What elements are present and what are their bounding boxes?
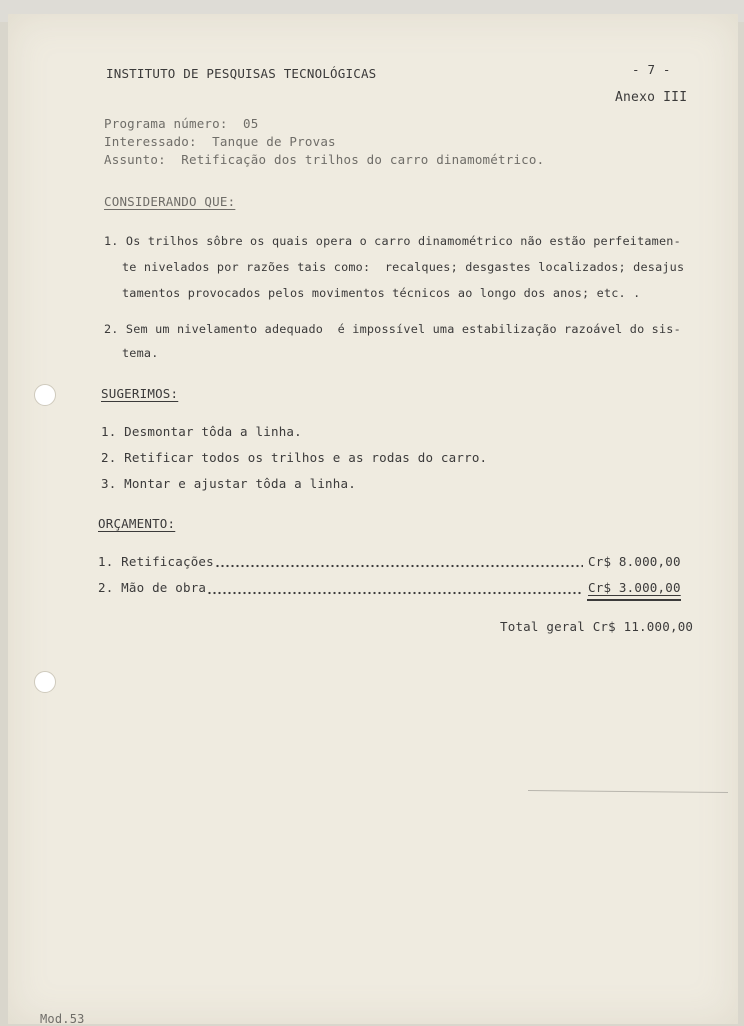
program-number: Programa número: 05	[104, 116, 259, 131]
considerando-item-2-line-2: tema.	[122, 346, 159, 360]
subject-line: Assunto: Retificação dos trilhos do carro dinamométrico.	[104, 152, 545, 167]
suggestion-item-1: 1. Desmontar tôda a linha.	[101, 424, 302, 439]
considerando-item-1-line-2: te nivelados por razões tais como: recalques; desgastes localizados; desajus	[122, 260, 685, 274]
institution-name: INSTITUTO DE PESQUISAS TECNOLÓGICAS	[106, 66, 377, 81]
document-page	[8, 14, 738, 1024]
budget-row-2-amount: Cr$ 3.000,00	[588, 580, 681, 595]
budget-row-1-leader	[215, 563, 583, 569]
suggestion-item-2: 2. Retificar todos os trilhos e as rodas do carro.	[101, 450, 488, 465]
interested-party: Interessado: Tanque de Provas	[104, 134, 336, 149]
budget-total: Total geral Cr$ 11.000,00	[500, 619, 694, 634]
suggestion-item-3: 3. Montar e ajustar tôda a linha.	[101, 476, 356, 491]
section-heading-sugerimos: SUGERIMOS:	[101, 386, 179, 401]
punch-hole-upper	[34, 384, 56, 406]
considerando-item-2-line-1: 2. Sem um nivelamento adequado é impossível uma estabilização razoável do sis-	[104, 322, 681, 336]
section-heading-orcamento: ORÇAMENTO:	[98, 516, 176, 531]
total-rule	[587, 599, 681, 601]
section-heading-considerando: CONSIDERANDO QUE:	[104, 194, 236, 209]
budget-row-1-label: 1. Retificações	[98, 554, 214, 569]
considerando-item-1-line-3: tamentos provocados pelos movimentos técnicos ao longo dos anos; etc. .	[122, 286, 641, 300]
budget-row-2-leader	[207, 590, 583, 596]
form-code: Mod.53	[40, 1012, 85, 1026]
budget-row-1-amount: Cr$ 8.000,00	[588, 554, 681, 569]
budget-row-2-label: 2. Mão de obra	[98, 580, 207, 595]
considerando-item-1-line-1: 1. Os trilhos sôbre os quais opera o carro dinamométrico não estão perfeitamen-	[104, 234, 681, 248]
punch-hole-lower	[34, 671, 56, 693]
scan-streak	[528, 790, 728, 793]
page-number: - 7 -	[632, 62, 671, 77]
annex-label: Anexo III	[615, 90, 688, 105]
